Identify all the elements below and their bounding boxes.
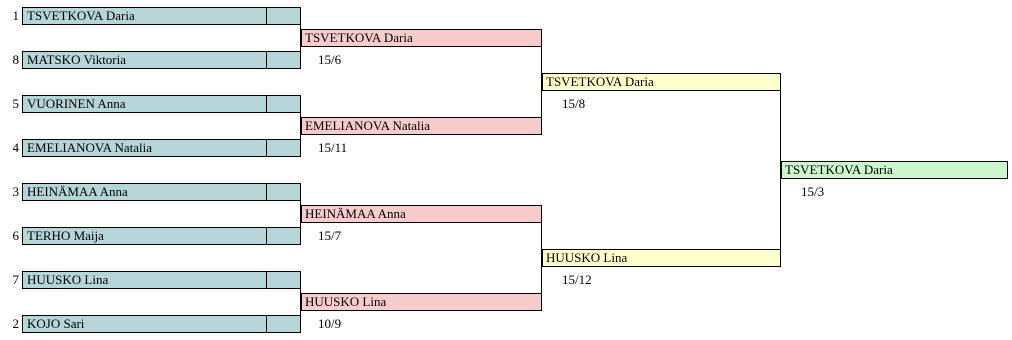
player-score-box — [266, 7, 301, 25]
player-score-box — [266, 139, 301, 157]
seed-number: 2 — [12, 316, 19, 331]
player-name: TSVETKOVA Daria — [22, 7, 267, 25]
player-score-box — [266, 183, 301, 201]
match-score: 10/9 — [318, 316, 342, 331]
player-name: EMELIANOVA Natalia — [22, 139, 267, 157]
semifinal-winner: HUUSKO Lina — [542, 249, 781, 267]
player-score-box — [266, 227, 301, 245]
match-score: 15/6 — [318, 52, 342, 67]
match-score: 15/11 — [318, 140, 348, 155]
player-name: HEINÄMAA Anna — [22, 183, 267, 201]
match-score: 15/7 — [318, 228, 342, 243]
player-score-box — [266, 51, 301, 69]
seed-number: 3 — [12, 184, 19, 199]
seed-number: 6 — [12, 228, 19, 243]
match-score: 15/8 — [562, 96, 586, 111]
player-score-box — [266, 95, 301, 113]
quarterfinal-winner: TSVETKOVA Daria — [301, 29, 542, 47]
match-score: 15/3 — [801, 184, 825, 199]
quarterfinal-winner: HUUSKO Lina — [301, 293, 542, 311]
player-name: TERHO Maija — [22, 227, 267, 245]
player-name: HUUSKO Lina — [22, 271, 267, 289]
seed-number: 8 — [12, 52, 19, 67]
quarterfinal-winner: EMELIANOVA Natalia — [301, 117, 542, 135]
champion: TSVETKOVA Daria — [781, 161, 1008, 179]
player-name: VUORINEN Anna — [22, 95, 267, 113]
player-score-box — [266, 271, 301, 289]
quarterfinal-winner: HEINÄMAA Anna — [301, 205, 542, 223]
semifinal-winner: TSVETKOVA Daria — [542, 73, 781, 91]
match-score: 15/12 — [562, 272, 592, 287]
seed-number: 5 — [12, 96, 19, 111]
seed-number: 4 — [12, 140, 19, 155]
player-score-box — [266, 315, 301, 333]
player-name: MATSKO Viktoria — [22, 51, 267, 69]
seed-number: 1 — [12, 8, 19, 23]
player-name: KOJO Sari — [22, 315, 267, 333]
seed-number: 7 — [12, 272, 19, 287]
